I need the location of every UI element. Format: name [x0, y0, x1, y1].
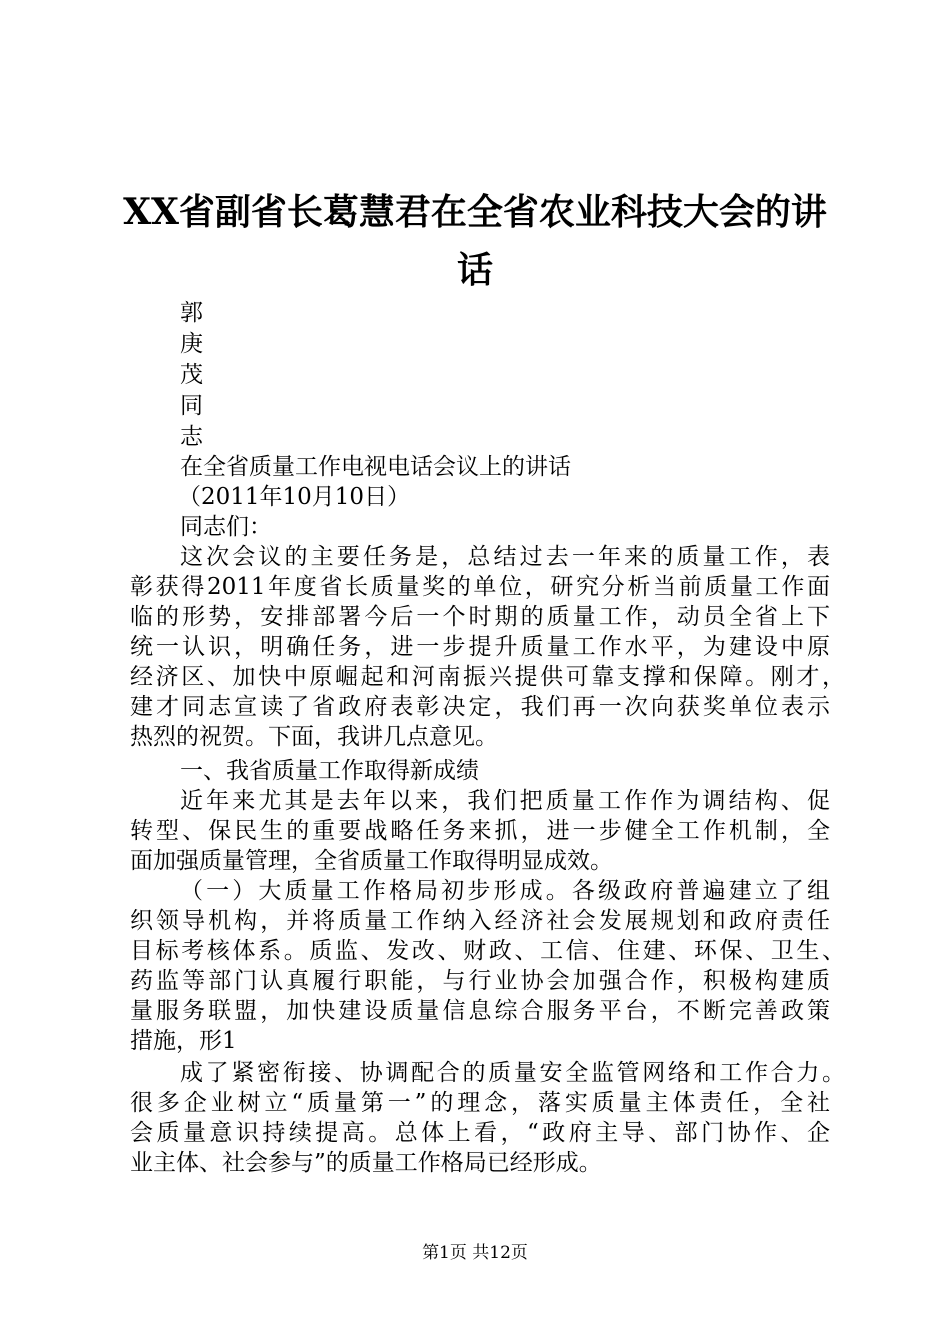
paragraph-1-line: 经济区、加快中原崛起和河南振兴提供可靠支撑和保障。刚才，	[130, 664, 845, 690]
paragraph-2-line: 转型、保民生的重要战略任务来抓，进一步健全工作机制，全	[130, 818, 830, 844]
document-title-line-2: 话	[456, 249, 493, 291]
author-char: 同	[180, 393, 203, 419]
paragraph-4-line: 业主体、社会参与”的质量工作格局已经形成。	[130, 1150, 602, 1176]
speech-title: 在全省质量工作电视电话会议上的讲话	[180, 454, 571, 480]
page-footer: 第1页 共12页	[422, 1243, 528, 1263]
paragraph-4-line: 成了紧密衔接、协调配合的质量安全监管网络和工作合力。	[180, 1060, 845, 1086]
author-char: 庚	[180, 331, 203, 357]
section-heading: 一、我省质量工作取得新成绩	[180, 758, 479, 784]
paragraph-1-line: 这次会议的主要任务是，总结过去一年来的质量工作，表	[180, 544, 830, 570]
paragraph-3-line: 药监等部门认真履行职能，与行业协会加强合作，积极构建质	[130, 968, 830, 994]
paragraph-1-line: 统一认识，明确任务，进一步提升质量工作水平，为建设中原	[130, 634, 830, 660]
author-char: 郭	[180, 300, 203, 326]
paragraph-3-line: （一）大质量工作格局初步形成。各级政府普遍建立了组	[180, 878, 830, 904]
paragraph-2-line: 近年来尤其是去年以来，我们把质量工作作为调结构、促	[180, 788, 830, 814]
paragraph-1-line: 临的形势，安排部署今后一个时期的质量工作，动员全省上下	[130, 604, 830, 630]
paragraph-3-line: 织领导机构，并将质量工作纳入经济社会发展规划和政府责任	[130, 908, 830, 934]
paragraph-3-line: 措施，形1	[130, 1028, 237, 1054]
speech-date: （2011年10月10日）	[178, 484, 411, 510]
paragraph-3-line: 目标考核体系。质监、发改、财政、工信、住建、环保、卫生、	[130, 938, 845, 964]
document-title-line-1: XX省副省长葛慧君在全省农业科技大会的讲	[123, 191, 827, 233]
paragraph-2-line: 面加强质量管理，全省质量工作取得明显成效。	[130, 848, 613, 874]
paragraph-4-line: 会质量意识持续提高。总体上看，“政府主导、部门协作、企	[130, 1120, 830, 1146]
author-char: 志	[180, 424, 203, 450]
salutation: 同志们：	[180, 514, 272, 540]
paragraph-3-line: 量服务联盟，加快建设质量信息综合服务平台，不断完善政策	[130, 998, 830, 1024]
paragraph-1-line: 彰获得2011年度省长质量奖的单位，研究分析当前质量工作面	[130, 574, 830, 600]
paragraph-1-line: 热烈的祝贺。下面，我讲几点意见。	[130, 724, 498, 750]
paragraph-1-line: 建才同志宣读了省政府表彰决定，我们再一次向获奖单位表示	[130, 694, 830, 720]
paragraph-4-line: 很多企业树立“质量第一”的理念，落实质量主体责任，全社	[130, 1090, 830, 1116]
author-char: 茂	[180, 362, 203, 388]
